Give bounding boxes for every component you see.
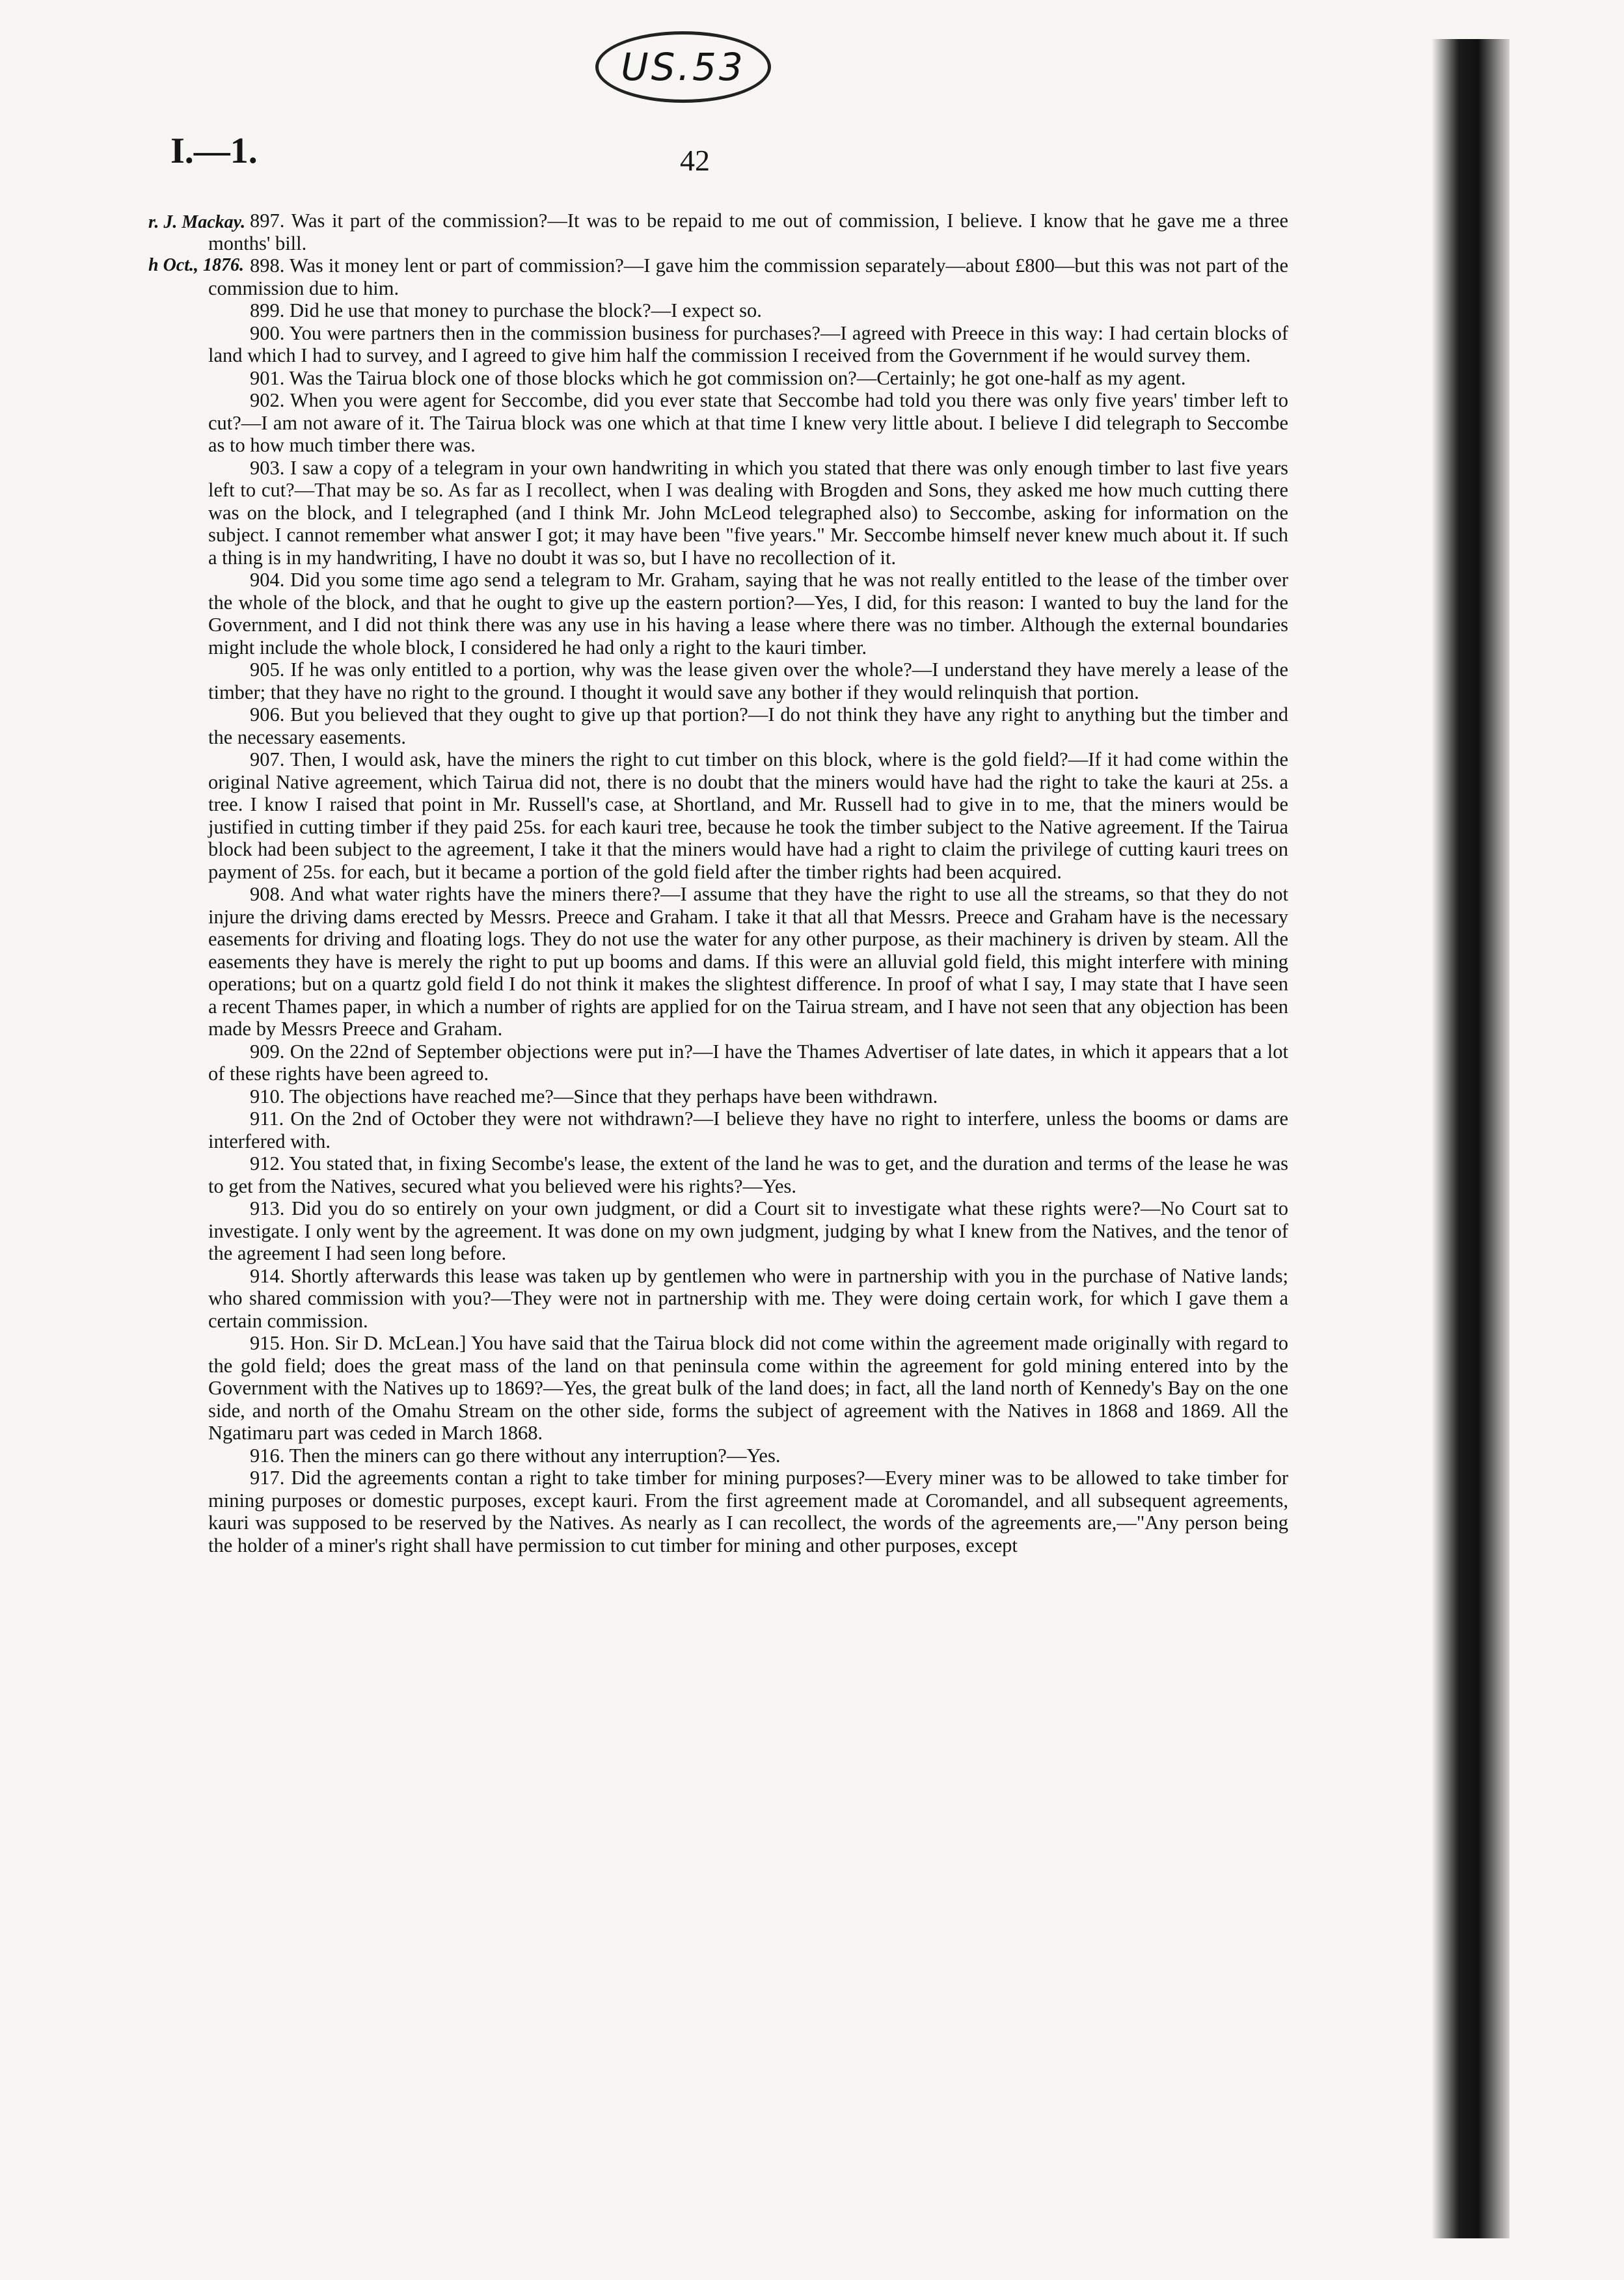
paragraph: 906. But you believed that they ought to give up that portion?—I do not think they have any right to anything but the timber and the necessary easements. (208, 703, 1288, 748)
paragraph: 908. And what water rights have the miners there?—I assume that they have the right to use all the streams, so that they do not injure the driving dams erected by Messrs. Preece and Graham. I take it that all that Messrs. Preece and Graham have is the necessary easements for driving and floating logs. They do not use the water for any other purpose, as their machinery is driven by steam. All the easements they have is merely the right to put up booms and dams. If this were an alluvial gold field, this might interfere with mining operations; but on a quartz gold field I do not think it makes the slightest difference. In proof of what I say, I may state that I have seen a recent Thames paper, in which a number of rights are applied for on the Tairua stream, and I have not seen that any objection has been made by Messrs Preece and Graham. (208, 883, 1288, 1040)
paragraph: 911. On the 2nd of October they were not withdrawn?—I believe they have no right to interfere, unless the booms or dams are interfered with. (208, 1107, 1288, 1152)
paragraph: 907. Then, I would ask, have the miners the right to cut timber on this block, where is the gold field?—If it had come within the original Native agreement, which Tairua did not, there is no doubt that the miners would have had the right to take the kauri at 25s. a tree. I know I raised that point in Mr. Russell's case, at Shortland, and Mr. Russell had to give in to me, that the miners would be justified in cutting timber if they paid 25s. for each kauri tree, because he took the timber subject to the Native agreement. If the Tairua block had been subject to the agreement, I take it that the miners would have had a right to claim the privilege of cutting kauri trees on payment of 25s. for each, but it became a portion of the gold field after the timber rights had been acquired. (208, 748, 1288, 883)
paragraph: 903. I saw a copy of a telegram in your own handwriting in which you stated that there was only enough timber to last five years left to cut?—That may be so. As far as I recollect, when I was dealing with Brogden and Sons, they asked me how much cutting there was on the block, and I telegraphed (and I think Mr. John McLeod telegraphed also) to Seccombe, asking for information on the subject. I cannot remember what answer I got; it may have been "five years." Mr. Seccombe himself never knew much about it. If such a thing is in my handwriting, I have no doubt it was so, but I have no recollection of it. (208, 456, 1288, 569)
paragraph: 902. When you were agent for Seccombe, did you ever state that Seccombe had told you there was only five years' timber left to cut?—I am not aware of it. The Tairua block was one which at that time I knew very little about. I believe I did telegraph to Seccombe as to how much timber there was. (208, 389, 1288, 456)
paragraph: 916. Then the miners can go there without any interruption?—Yes. (250, 1444, 781, 1467)
paragraph: 898. Was it money lent or part of commission?—I gave him the commission separately—about £800—but this was not part of the commission due to him. (208, 254, 1288, 299)
paragraph: 913. Did you do so entirely on your own judgment, or did a Court sit to investigate what these rights were?—No Court sat to investigate. I only went by the agreement. It was done on my own judgment, judging by what I knew from the Natives, and the tenor of the agreement I had seen long before. (208, 1197, 1288, 1264)
paragraph: 915. Hon. Sir D. McLean.] You have said that the Tairua block did not come within the agreement made originally with regard to the gold field; does the great mass of the land on that peninsula come within the agreement for gold mining entered into by the Government with the Natives up to 1869?—Yes, the great bulk of the land does; in fact, all the land north of Kennedy's Bay on the one side, and north of the Omahu Stream on the other side, forms the subject of agreement with the Natives in 1868 and 1869. All the Ngatimaru part was ceded in March 1868. (208, 1332, 1288, 1444)
paragraph: 899. Did he use that money to purchase the block?—I expect so. (250, 299, 762, 321)
paragraph: 917. Did the agreements contan a right to take timber for mining purposes?—Every miner was to be allowed to take timber for mining purposes or domestic purposes, except kauri. From the first agreement made at Coromandel, and all subsequent agreements, kauri was supposed to be reserved by the Natives. As nearly as I can recollect, the words of the agreements are,—"Any person being the holder of a miner's right shall have permission to cut timber for mining and other purposes, except (208, 1467, 1288, 1556)
paragraph: 914. Shortly afterwards this lease was taken up by gentlemen who were in partnership with you in the purchase of Native lands; who shared commission with you?—They were not in partnership with me. They were doing certain work, for which I gave them a certain commission. (208, 1264, 1288, 1332)
margin-date: h Oct., 1876. (148, 255, 244, 275)
paragraph: 909. On the 22nd of September objections were put in?—I have the Thames Advertiser of late dates, in which it appears that a lot of these rights have been agreed to. (208, 1040, 1288, 1085)
paragraph: 901. Was the Tairua block one of those blocks which he got commission on?—Certainly; he got one-half as my agent. (250, 366, 1186, 389)
margin-witness: r. J. Mackay. (148, 212, 246, 232)
paragraph: 905. If he was only entitled to a portion, why was the lease given over the whole?—I understand they have merely a lease of the timber; that they have no right to the ground. I thought it would save any bother if they would relinquish that portion. (208, 658, 1288, 703)
series-reference: I.—1. (170, 131, 258, 171)
archive-stamp: US.53 (595, 31, 771, 103)
page-edge-shadow (1431, 39, 1509, 2238)
testimony-text (208, 210, 1288, 1556)
paragraph: 900. You were partners then in the commission business for purchases?—I agreed with Preece in this way: I had certain blocks of land which I had to survey, and I agreed to give him half the commission I received from the Government if he would survey them. (208, 321, 1288, 366)
paragraph: 912. You stated that, in fixing Secombe's lease, the extent of the land he was to get, and the duration and terms of the lease he was to get from the Natives, secured what you believed were his rights?—Yes. (208, 1152, 1288, 1197)
paragraph: 904. Did you some time ago send a telegram to Mr. Graham, saying that he was not really entitled to the lease of the timber over the whole of the block, and that he ought to give up the eastern portion?—Yes, I did, for this reason: I wanted to buy the land for the Government, and I did not think there was any use in his having a lease where there was no timber. Although the external boundaries might include the whole block, I considered he had only a right to the kauri timber. (208, 569, 1288, 658)
page-number: 42 (680, 144, 710, 177)
paragraph: 897. Was it part of the commission?—It was to be repaid to me out of commission, I believe. I know that he gave me a three months' bill. (208, 210, 1288, 254)
paragraph: 910. The objections have reached me?—Since that they perhaps have been withdrawn. (250, 1085, 938, 1107)
